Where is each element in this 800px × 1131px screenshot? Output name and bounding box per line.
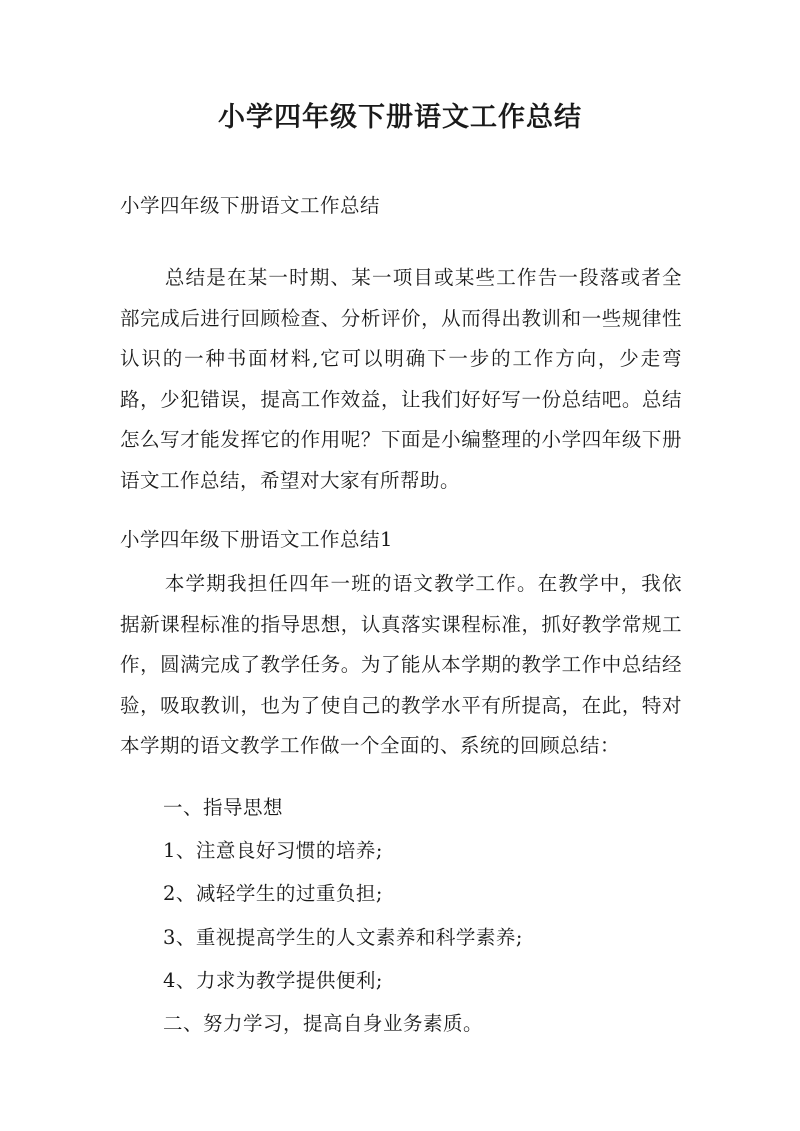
list-item: 二、努力学习，提高自身业务素质。 xyxy=(163,1011,484,1035)
list-item: 一、指导思想 xyxy=(163,796,284,819)
list-item: 4、力求为教学提供便利; xyxy=(163,968,383,992)
list-item: 3、重视提高学生的人文素养和科学素养; xyxy=(163,925,523,949)
document-subtitle: 小学四年级下册语文工作总结 xyxy=(120,194,381,217)
list-item: 2、减轻学生的过重负担; xyxy=(163,882,383,906)
section1-heading: 小学四年级下册语文工作总结1 xyxy=(120,528,393,551)
outline-list xyxy=(163,786,683,1045)
intro-paragraph: 总结是在某一时期、某一项目或某些工作告一段落或者全部完成后进行回顾检查、分析评价，从而得出教训和一些规律性认识的一种书面材料,它可以明确下一步的工作方向，少走弯路，少犯错误，提高工作效益，让我们好好写一份总结吧。总结怎么写才能发挥它的作用呢？下面是小编整理的小学四年级下册语文工作总结，希望对大家有所帮助。 xyxy=(120,266,682,492)
intro-block xyxy=(120,258,682,502)
section1-paragraph: 本学期我担任四年一班的语文教学工作。在教学中，我依据新课程标准的指导思想，认真落实课程标准，抓好教学常规工作，圆满完成了教学任务。为了能从本学期的教学工作中总结经验，吸取教训，也为了使自己的教学水平有所提高，在此，特对本学期的语文教学工作做一个全面的、系统的回顾总结： xyxy=(120,572,682,758)
section1-block xyxy=(120,564,682,767)
list-item: 1、注意良好习惯的培养; xyxy=(163,839,383,863)
document-title: 小学四年级下册语文工作总结 xyxy=(218,102,582,133)
